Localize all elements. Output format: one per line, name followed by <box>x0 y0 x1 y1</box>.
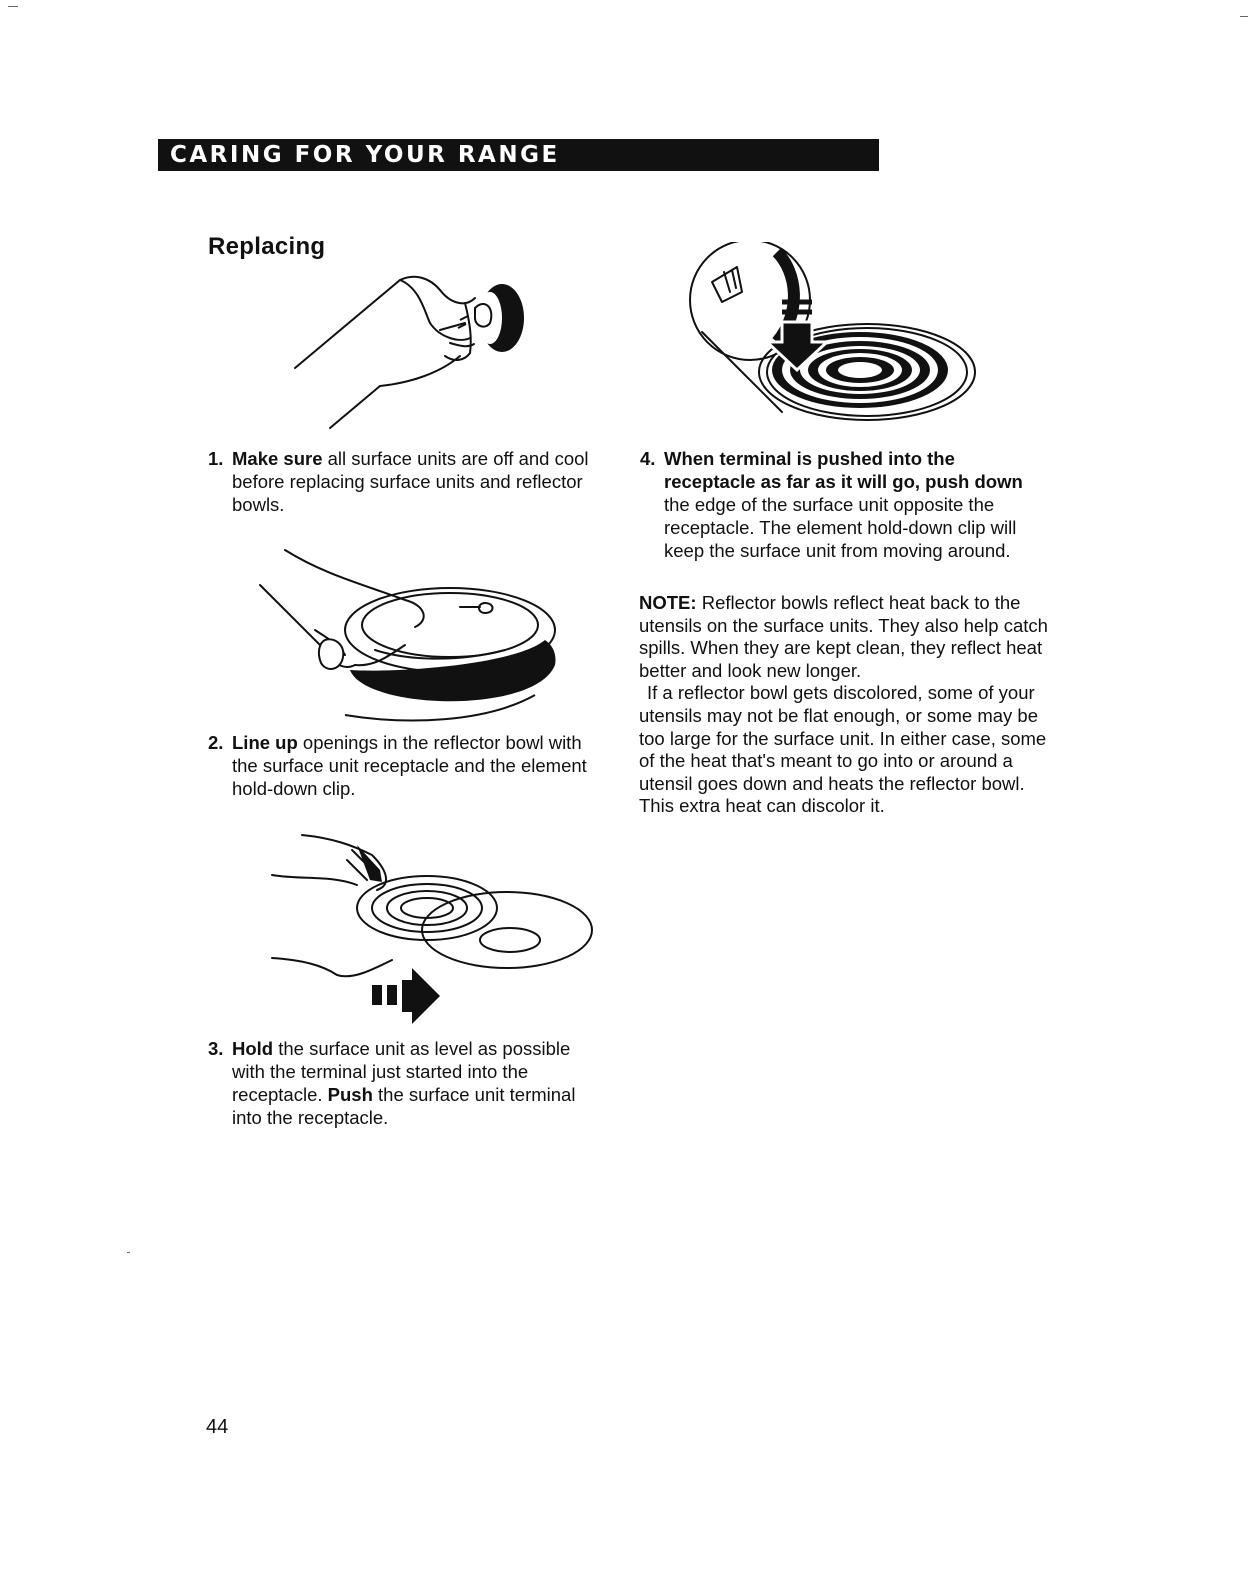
step-bold-lead: Hold <box>232 1038 274 1059</box>
step-4 <box>640 447 1034 562</box>
scan-speck <box>1240 16 1248 17</box>
step-text: the surface unit terminal into the receptacle. <box>232 1084 576 1128</box>
step-number: 3. <box>208 1038 224 1059</box>
page-subheading: Replacing <box>208 233 326 260</box>
reflector-bowl-note <box>639 592 1049 818</box>
step-text: openings in the reflector bowl with the surface unit receptacle and the element hold-down clip. <box>232 732 587 799</box>
figure-lining-up-reflector-bowl <box>255 545 565 725</box>
scan-speck <box>8 6 18 7</box>
note-paragraph-2: If a reflector bowl gets discolored, some of your utensils may not be flat enough, or some may be too large for the surface unit. In either case, some of the heat that's meant to go into or around a utensil goes down and heats the reflector bowl. This extra heat can discolor it. <box>639 682 1047 817</box>
step-text: all surface units are off and cool before replacing surface units and reflector bowls. <box>232 448 589 515</box>
figure-inserting-surface-unit <box>262 830 602 1030</box>
scan-speck <box>127 1252 130 1253</box>
page-number: 44 <box>206 1416 229 1438</box>
step-3 <box>208 1037 607 1129</box>
note-paragraph-1: Reflector bowls reflect heat back to the utensils on the surface units. They also help catch spills. When they are kept clean, they reflect heat better and look new longer. <box>639 592 1048 681</box>
step-bold-lead: Make sure <box>232 448 323 469</box>
step-number: 1. <box>208 448 224 469</box>
step-bold-lead: When terminal is pushed into the receptacle as far as it will go, push down <box>664 448 1023 492</box>
step-text: the edge of the surface unit opposite the receptacle. The element hold-down clip will keep the surface unit from moving around. <box>664 494 1017 561</box>
step-bold-mid: Push <box>327 1084 373 1105</box>
note-label: NOTE: <box>639 592 697 613</box>
step-number: 2. <box>208 732 224 753</box>
step-number: 4. <box>640 448 656 469</box>
step-bold-lead: Line up <box>232 732 298 753</box>
step-2 <box>208 731 592 800</box>
section-banner: CARING FOR YOUR RANGE <box>158 139 879 171</box>
step-1 <box>208 447 592 516</box>
step-text: the surface unit as level as possible with the terminal just started into the receptacle. <box>232 1038 571 1105</box>
figure-pushing-down-unit <box>682 242 982 437</box>
figure-hand-removing-unit <box>290 268 540 438</box>
